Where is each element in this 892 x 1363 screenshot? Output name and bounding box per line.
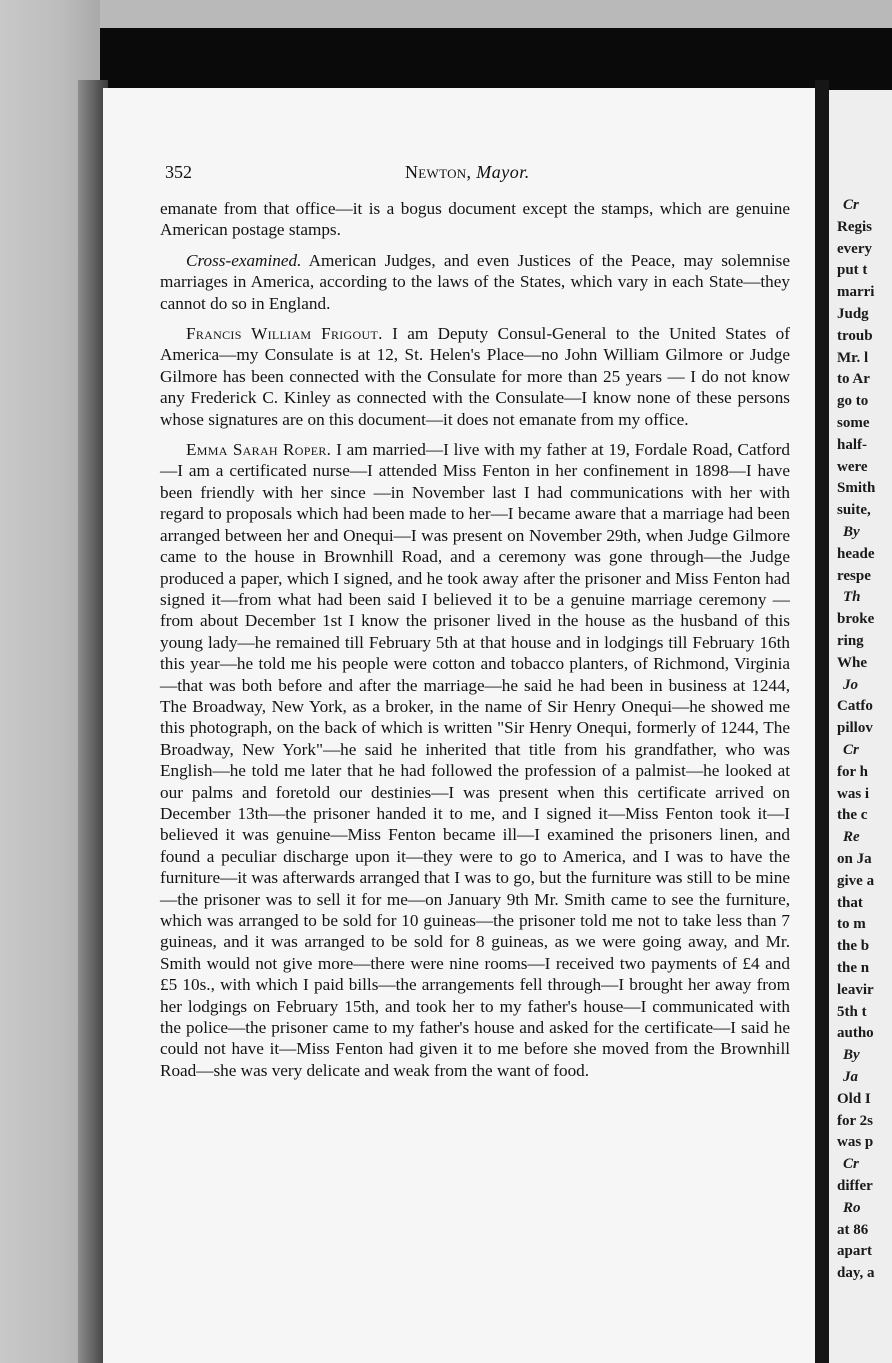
paragraph-frigout [160,323,790,430]
running-head-title: Mayor. [476,162,530,182]
running-head [405,162,530,183]
facing-page-line: troub [837,327,873,344]
facing-page-line: apart [837,1243,872,1260]
book-binding-edge [0,28,892,90]
facing-page-line: pillov [837,720,873,737]
facing-page-line: Smith [837,480,876,497]
facing-page-line: broke [837,611,875,628]
facing-page-line: every [837,240,872,257]
facing-page-line: go to [837,393,869,410]
paragraph-text: American Judges, and even Justices of the Peace, may solemnise marriages in America, according to the laws of the States, which vary in each State—they cannot do so in England. [160,250,790,313]
paragraph-cross-examined [160,250,790,314]
facing-page-line: at 86 [837,1221,869,1238]
facing-page-line: differ [837,1178,873,1194]
facing-page-line: suite, [837,502,871,519]
facing-page-line: put t [837,262,868,279]
facing-page-line: Th [843,589,861,606]
facing-page-line: Jo [843,676,858,693]
facing-page-line: to Ar [837,371,870,388]
facing-page-line: Ro [843,1199,861,1216]
witness-name: Francis William Frigout. [186,324,383,344]
facing-page-line: the n [837,960,870,976]
facing-page-line: Cr [843,197,859,213]
facing-page-line: By [843,1047,860,1064]
page-body [160,198,790,1090]
facing-page-line: By [843,524,860,540]
facing-page-line: 5th t [837,1003,867,1020]
facing-page-line: leavir [837,981,874,998]
facing-page-line: half- [837,436,867,453]
paragraph-text: emanate from that office—it is a bogus document except the stamps, which are genuine American postage stamps. [160,199,790,240]
paragraph-continuation [160,198,790,241]
facing-page-line: autho [837,1025,874,1042]
paragraph-text: I am married—I live with my father at 19, Fordale Road, Catford—I am a certificated nurse—I attended Miss Fenton in her confinement in 1898—I have been friendly with her since —in November last I had communications with her with regard to proposals which had been made to her—I became aware that a marriage had been arranged between her and Onequi—I was present on November 29th, when Judge Gilmore came to the house in Brownhill Road, and a ceremony was gone through—the Judge produced a paper, which I signed, and he took away after the prisoner and Miss Fenton had signed it—from what had been said I believed it to be a genuine marriage ceremony —from about December 1st I know the prisoner lived in the house as the husband of this young lady—he remained till February 5th at that house and in lodgings till February 16th this year—he told me his people were cotton and tobacco planters, of Richmond, Virginia—that was both before and after the marriage—he said he had been in business at 1244, The Broadway, New York, as a broker, in the name of Sir Henry Onequi—he showed me this photograph, on the back of which is written "Sir Henry Onequi, formerly of 1244, The Broadway, New York"—he said he inherited that title from his grandfather, who was English—he told me later that he had followed the profession of a palmist—he looked at our palms and foretold our destinies—I was present when this certificate arrived on December 13th—the prisoner handed it to me, and I signed it—Miss Fenton took it—I believed it was genuine—Miss Fenton became ill—I examined the prisoners linen, and found a peculiar discharge upon it—they were to go to America, and I was to have the furniture—it was afterwards arranged that I was to go, but the furniture was still to be mine —the prisoner was to sell it for me—on January 9th Mr. Smith came to see the furniture, which was arranged to be sold for 10 guineas—the prisoner told me not to take less than 7 guineas, and it was arranged to be sold for 8 guineas, as we were going away, and Mr. Smith would not give more—there were nine rooms—I received two payments of £4 and £5 10s., with which I paid bills—the arrangements fell through—I brought her away from her lodgings on February 15th, and took her to my father's house—I communicated with the police—the prisoner came to my father's house and asked for the certificate—I said he could not have it—Miss Fenton had given it to me before she moved from the Brownhill Road—she was very delicate and weak from the want of food. [160,440,790,1080]
facing-page-line: Regis [837,218,872,235]
facing-page-line: day, a [837,1265,875,1282]
facing-page-fragment [829,90,892,1363]
facing-page-line: for h [837,763,868,780]
page-number: 352 [165,162,192,182]
facing-page-line: Mr. l [837,349,869,366]
facing-page-line: for 2s [837,1112,873,1129]
facing-page-line: Cr [843,742,859,758]
facing-page-line: heade [837,545,875,562]
facing-page-line: Re [843,829,860,846]
paragraph-text: I am Deputy Consul-General to the United States of America—my Consulate is at 12, St. Helen's Place—no John William Gilmore or Judge Gilmore has been connected with the Consulate for more than 25 years — I do not know any Frederick C. Kinley as connected with the Consulate—I know none of these persons whose signatures are on this document—it does not emanate from my office. [160,324,790,429]
page-gutter [815,80,829,1363]
facing-page-line: on Ja [837,851,872,867]
page-header [165,162,785,186]
facing-page-line: Old I [837,1090,871,1107]
facing-page-line: the b [837,938,870,955]
facing-page-line: that [837,894,863,911]
running-head-name: Newton, [405,162,472,182]
facing-page-line: some [837,415,870,431]
facing-page-line: to m [837,916,866,933]
facing-page-line: Ja [843,1069,858,1085]
facing-page-line: ring [837,633,864,649]
facing-page-line: were [837,458,868,475]
facing-page-line: Catfo [837,698,873,715]
facing-page-line: was p [837,1134,874,1151]
facing-page-line: give a [837,872,875,889]
witness-name: Emma Sarah Roper. [186,440,332,460]
facing-page-line: Whe [837,654,867,671]
facing-page-line: respe [837,567,871,584]
facing-page-line: Cr [843,1156,859,1173]
facing-page-line: was i [837,785,870,802]
facing-page-line: Judg [837,306,869,322]
paragraph-roper [160,439,790,1081]
facing-page-line: marri [837,284,875,301]
paragraph-lead: Cross-examined. [186,250,302,270]
facing-page-line: the c [837,807,868,824]
